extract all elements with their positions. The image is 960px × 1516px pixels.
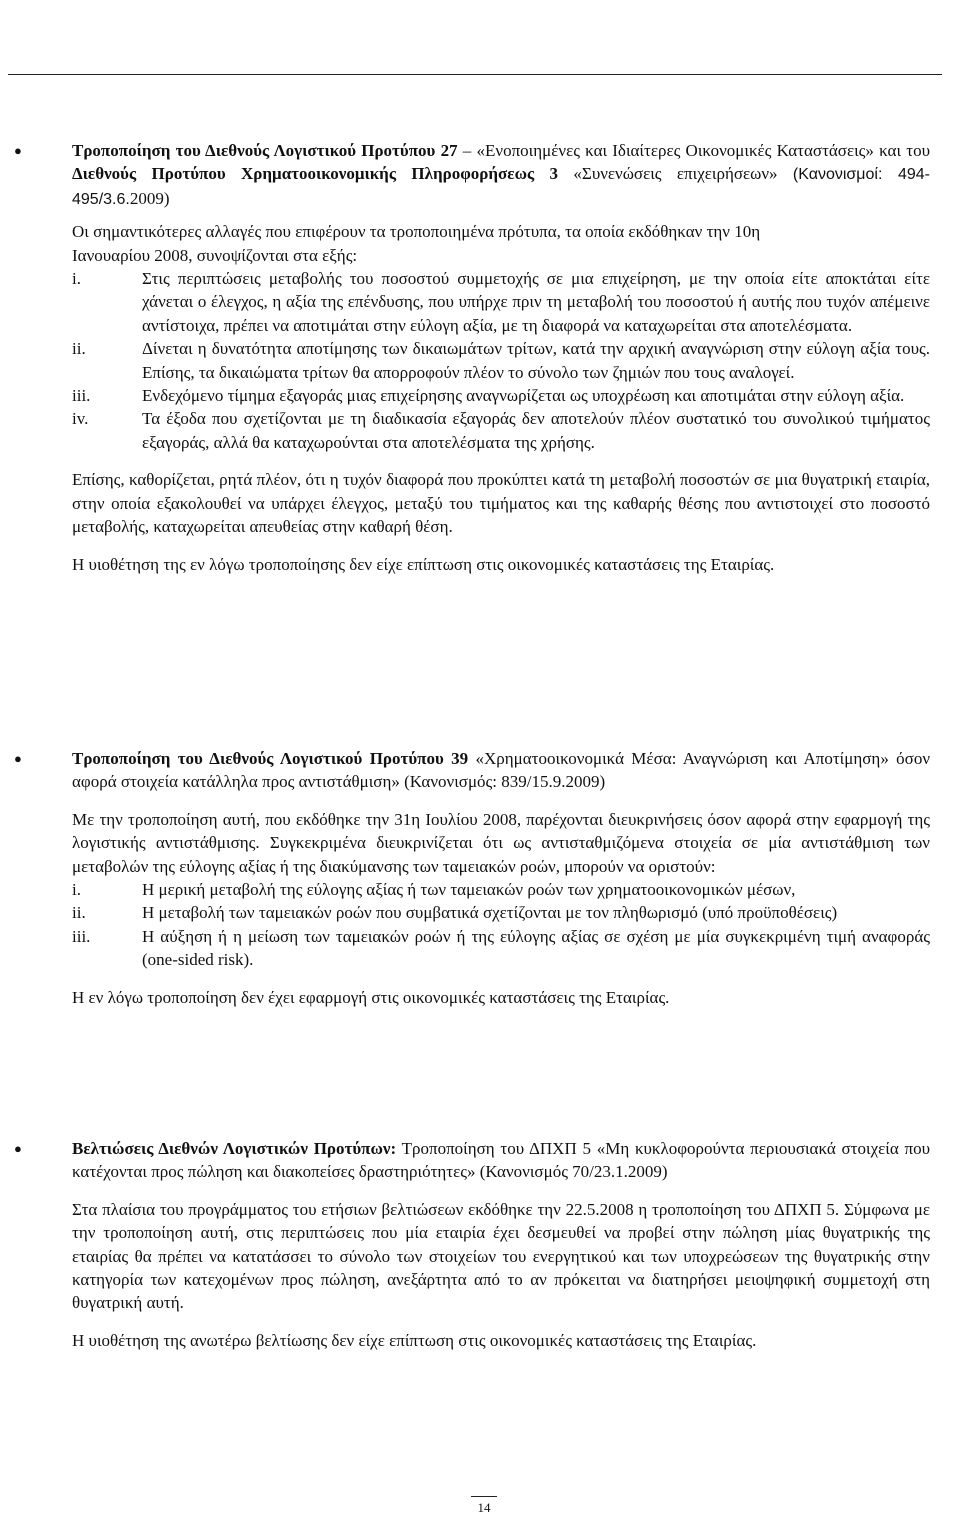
- page-number: 14: [477, 1500, 491, 1515]
- list-item: iii. Ενδεχόμενο τίμημα εξαγοράς μιας επιχείρησης αναγνωρίζεται ως υποχρέωση και αποτιμάται στην εύλογη αξία.: [72, 386, 905, 406]
- intro-paragraph: Οι σημαντικότερες αλλαγές που επιφέρουν τα τροποποιημένα πρότυπα, τα οποία εκδόθηκαν την 10η Ιανουαρίου 2008, συνοψίζονται στα εξής:: [72, 222, 761, 265]
- footer-divider: [471, 1496, 497, 1497]
- list-item: iv. Τα έξοδα που σχετίζονται με τη διαδικασία εξαγοράς δεν αποτελούν πλέον συστατικό του συνολικού τιμήματος εξαγοράς, αλλά θα καταχωρούνται στα αποτελέσματα της χρήσης.: [72, 409, 930, 452]
- header-divider: [8, 74, 942, 75]
- section-ifrs5: [14, 1137, 930, 1352]
- list-item: iii. Η αύξηση ή η μείωση των ταμειακών ροών ή της εύλογης αξίας σε σχέση με μία συγκεκριμένη τιμή αναφοράς (one-sided risk).: [72, 926, 930, 970]
- list-item: ii. Δίνεται η δυνατότητα αποτίμησης των δικαιωμάτων τρίτων, κατά την αρχική αναγνώριση στην εύλογη αξία τους. Επίσης, τα δικαιώματα τρίτων θα απορροφούν πλέον το σύνολο των ζημιών που τους αναλογεί.: [72, 339, 930, 382]
- bullet-icon: ●: [14, 1141, 22, 1156]
- page-header: [0, 0, 960, 64]
- section-ias27: [14, 139, 930, 576]
- section-heading: Τροποποίηση του Διεθνούς Λογιστικού Προτύπου 39 «Χρηματοοικονομικά Μέσα: Αναγνώριση και Αποτίμηση» όσον αφορά στοιχεία κατάλληλα προς αντιστάθμιση» (Κανονισμός: 839/15.9.2009): [72, 749, 931, 792]
- section-heading: Τροποποίηση του Διεθνούς Λογιστικού Προτύπου 27 – «Ενοποιημένες και Ιδιαίτερες Οικονομικές Καταστάσεις» και του Διεθνούς Προτύπου Χρηματοοικονομικής Πληροφορήσεως 3 «Συνενώσεις επιχειρήσεων» (Κανονισμοί: 494-495/3.6.2009): [72, 141, 930, 208]
- document-title: [635, 4, 932, 55]
- section-ias39: [14, 747, 931, 1009]
- list-item: i. Η μερική μεταβολή της εύλογης αξίας ή των ταμειακών ροών των χρηματοοικονομικών μέσων,: [72, 880, 796, 900]
- paragraph-adoption: Η υιοθέτηση της εν λόγω τροποποίησης δεν είχε επίπτωση στις οικονομικές καταστάσεις της Εταιρίας.: [72, 554, 775, 574]
- paragraph-not-applicable: Η εν λόγω τροποποίηση δεν έχει εφαρμογή στις οικονομικές καταστάσεις της Εταιρίας.: [72, 987, 670, 1007]
- title-line-1: ΟΙΚΟΝΟΜΙΚΕΣ ΚΑΤΑΣΤΑΣΕΙΣ: [634, 5, 932, 27]
- hedged-items-list: [72, 878, 930, 972]
- changes-list: [72, 267, 930, 454]
- paragraph-also: Επίσης, καθορίζεται, ρητά πλέον, ότι η τυχόν διαφορά που προκύπτει κατά τη μεταβολή ποσοστών σε μια θυγατρική εταιρία, στην οποία εξακολουθεί να υπάρχει έλεγχος, μεταξύ του τιμήματος και της καθαρής θέσης που αντιστοιχεί στο ποσοστό μεταβολής, καταχωρείται απευθείας στην καθαρή θέση.: [72, 470, 930, 537]
- title-line-2: ΤΗΣ $31^{H\Sigma}$ ΔΕΚΕΜΒΡΙΟΥ 2010: [690, 33, 932, 53]
- bullet-icon: ●: [14, 751, 22, 766]
- section-heading: Βελτιώσεις Διεθνών Λογιστικών Προτύπων: Τροποποίηση του ΔΠΧΠ 5 «Μη κυκλοφορούντα περιουσιακά στοιχεία που κατέχονται προς πώληση και διακοπείσες δραστηριότητες» (Κανονισμός 70/23.1.2009): [72, 1139, 930, 1182]
- paragraph-adoption: Η υιοθέτηση της ανωτέρω βελτίωσης δεν είχε επίπτωση στις οικονομικές καταστάσεις της Εταιρίας.: [72, 1330, 757, 1350]
- paragraph-improvements: Στα πλαίσια του προγράμματος του ετήσιων βελτιώσεων εκδόθηκε την 22.5.2008 η τροποποίηση του ΔΠΧΠ 5. Σύμφωνα με την τροποποίηση αυτή, στις περιπτώσεις που μία εταιρία έχει δεσμευθεί να προβεί στην πώληση μίας θυγατρικής της εταιρίας θα πρέπει να κατατάσσει το σύνολο των στοιχείων του ενεργητικού και των υποχρεώσεων της θυγατρικής στην κατηγορία των κατεχομένων προς πώληση, ανεξάρτητα από το αν πρόκειται να διατηρήσει μειοψηφική συμμετοχή στη θυγατρική αυτή.: [72, 1199, 930, 1313]
- bullet-icon: ●: [14, 143, 22, 158]
- list-item: i. Στις περιπτώσεις μεταβολής του ποσοστού συμμετοχής σε μια επιχείρηση, με την οποία είτε αποκτάται είτε χάνεται ο έλεγχος, η αξία της επένδυσης, που υπήρχε πριν τη μεταβολή του ποσοστού ή αυτής που τυχόν απέμεινε αντίστοιχα, πρέπει να αποτιμάται στην εύλογη αξία, με τη διαφορά να καταχωρείται στα αποτελέσματα.: [72, 269, 930, 335]
- company-name: ΑΚΑΡΠΟΡΤ Α.Ε.: [8, 22, 171, 46]
- list-item: ii. Η μεταβολή των ταμειακών ροών που συμβατικά σχετίζονται με τον πληθωρισμό (υπό προϋποθέσεις): [72, 903, 838, 923]
- paragraph-hedging: Με την τροποποίηση αυτή, που εκδόθηκε την 31η Ιουλίου 2008, παρέχονται διευκρινήσεις όσον αφορά στην εφαρμογή της λογιστικής αντιστάθμισης. Συγκεκριμένα διευκρινίζεται ότι ως αντισταθμιζόμενα στοιχεία σε μία αντιστάθμιση των μεταβολών της εύλογης αξίας ή της διακύμανσης των ταμειακών ροών, μπορούν να οριστούν:: [72, 809, 930, 876]
